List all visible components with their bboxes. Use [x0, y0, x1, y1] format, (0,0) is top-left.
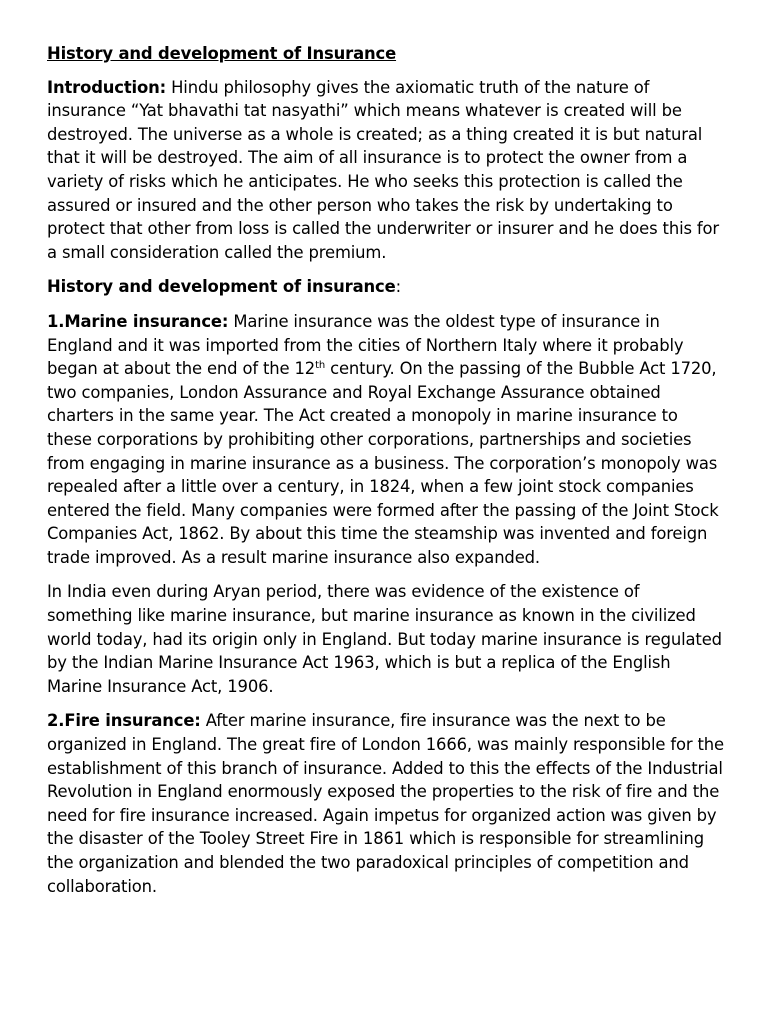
fire-insurance-text: After marine insurance, fire insurance was the next to be organized in England. The great fire of London 1666, was mainly responsible for the establishment of this branch of insurance. Added to this the effects of the Industrial Revolution in England enormously exposed the properties to the risk of fire and the need for fire insurance increased. Again impetus for organized action was given by the disaster of the Tooley Street Fire in 1861 which is responsible for streamlining the organization and blended the two paradoxical principles of competition and collaboration. — [47, 711, 724, 896]
century-superscript: th — [315, 360, 326, 372]
introduction-text: Hindu philosophy gives the axiomatic truth of the nature of insurance “Yat bhavathi tat nasyathi” which means whatever is created will be destroyed. The universe as a whole is created; as a thing created it is but natural that it will be destroyed. The aim of all insurance is to protect the owner from a variety of risks which he anticipates. He who seeks this protection is called the assured or insured and the other person who takes the risk by undertaking to protect that other from loss is called the underwriter or insurer and he does this for a small consideration called the premium. — [47, 77, 720, 262]
marine-insurance-paragraph — [47, 310, 727, 570]
india-marine-paragraph — [47, 580, 727, 698]
document-page — [47, 42, 727, 909]
introduction-paragraph — [47, 76, 727, 265]
marine-insurance-text-part2: century. On the passing of the Bubble Act 1720, two companies, London Assurance and Royal Exchange Assurance obtained charters in the same year. The Act created a monopoly in marine insurance to these corporations by prohibiting other corporations, partnerships and societies from engaging in marine insurance as a business. The corporation’s monopoly was repealed after a little over a century, in 1824, when a few joint stock companies entered the field. Many companies were formed after the passing of the Joint Stock Companies Act, 1862. By about this time the steamship was invented and foreign trade improved. As a result marine insurance also expanded. — [47, 359, 719, 567]
india-marine-text: In India even during Aryan period, there was evidence of the existence of something like marine insurance, but marine insurance as known in the civilized world today, had its origin only in England. But today marine insurance is regulated by the Indian Marine Insurance Act 1963, which is but a replica of the English Marine Insurance Act, 1906. — [47, 582, 722, 696]
introduction-label: Introduction: — [47, 77, 167, 97]
document-title — [47, 42, 727, 66]
document-title-text: History and development of Insurance — [47, 44, 397, 63]
marine-insurance-text-part1: Marine insurance was the oldest type of insurance in England and it was imported from the cities of Northern Italy where it probably began at about the end of the 12 — [47, 311, 684, 379]
section-heading-suffix: : — [395, 277, 401, 297]
marine-insurance-label: 1.Marine insurance: — [47, 311, 229, 331]
section-heading — [47, 275, 727, 299]
fire-insurance-label: 2.Fire insurance: — [47, 711, 201, 731]
fire-insurance-paragraph — [47, 709, 727, 898]
section-heading-label: History and development of insurance — [47, 277, 396, 297]
